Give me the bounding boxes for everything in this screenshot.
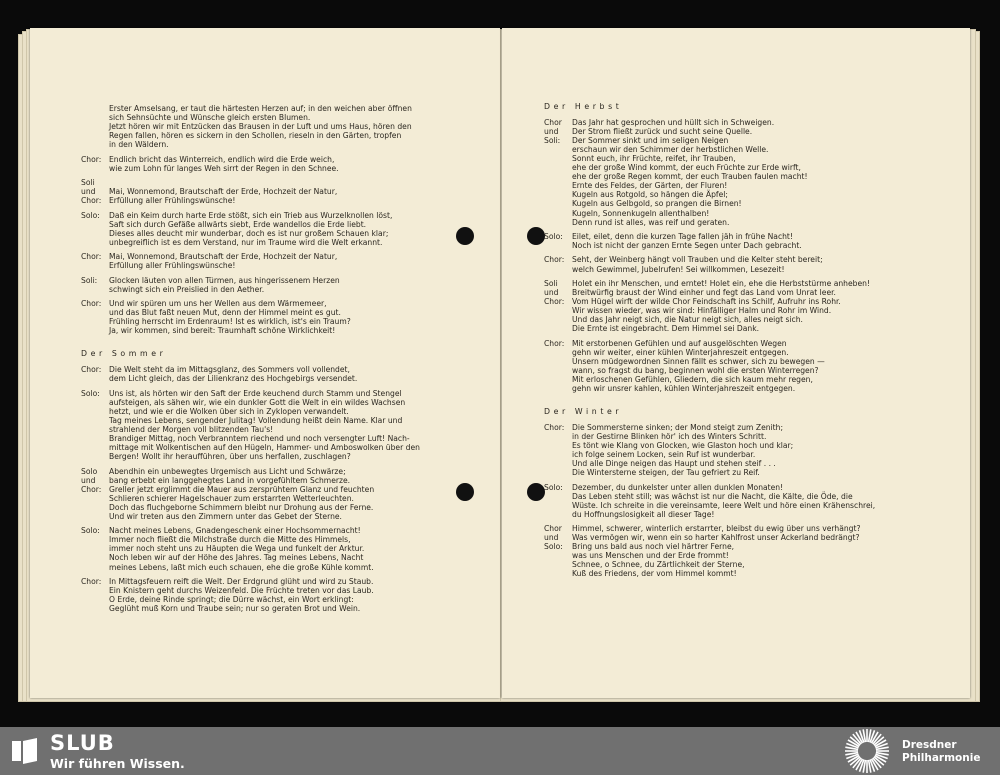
speaker-label bbox=[81, 365, 109, 383]
speaker-label bbox=[544, 255, 572, 273]
section-heading: Der Winter bbox=[544, 406, 623, 416]
verse-line: Eilet, eilet, denn die kurzen Tage fallen jäh in frühe Nacht! bbox=[572, 232, 793, 241]
speaker-label bbox=[544, 483, 572, 519]
verse-line: in der Gestirne Blinken hör' ich des Winters Schritt. bbox=[572, 432, 767, 442]
sun-center bbox=[860, 744, 874, 758]
verse-lines bbox=[109, 365, 357, 383]
section-heading: Der Sommer bbox=[81, 349, 167, 359]
speaker-label bbox=[81, 467, 109, 521]
verse-line: Kugeln aus Rotgold, so hängen die Äpfel; bbox=[572, 190, 728, 200]
speaker-label-line: Chor bbox=[544, 524, 562, 534]
punch-hole bbox=[527, 483, 545, 501]
verse-line: Mit erstorbenen Gefühlen und auf ausgelöschten Wegen bbox=[572, 338, 787, 348]
verse-block bbox=[81, 211, 420, 247]
verse-block bbox=[81, 178, 420, 205]
verse-line: Denn rund ist alles, was reif und geraten. bbox=[572, 217, 730, 227]
verse-line: Kugeln aus Gelbgold, so prangen die Birnen! bbox=[572, 199, 742, 209]
verse-line: Breitwürfig braust der Wind einher und fegt das Land vom Unrat leer. bbox=[572, 288, 836, 298]
verse-block bbox=[81, 252, 420, 270]
verse-line: was uns Menschen und der Erde frommt! bbox=[572, 551, 729, 561]
speaker-label-line: Chor: bbox=[81, 154, 102, 164]
verse-line: Kuß des Friedens, der vom Himmel kommt! bbox=[572, 569, 737, 579]
verse-line: Ein Knistern geht durchs Weizenfeld. Die Früchte treten vor das Laub. bbox=[109, 586, 374, 596]
verse-line: Mai, Wonnemond, Brautschaft der Erde, Hochzeit der Natur, bbox=[109, 252, 338, 262]
verse-line: Seht, der Weinberg hängt voll Trauben und die Kelter steht bereit; bbox=[572, 255, 823, 265]
verse-line: Und das Jahr neigt sich, die Natur neigt sich, alles neigt sich. bbox=[572, 315, 803, 325]
verse-line: Die Ernte ist eingebracht. Dem Himmel sei Dank. bbox=[572, 324, 760, 334]
verse-lines bbox=[572, 423, 793, 477]
punch-hole bbox=[456, 483, 474, 501]
verse-line: strahlend der Morgen voll blitzenden Tau's! bbox=[109, 425, 274, 435]
right-page-text bbox=[544, 88, 875, 584]
verse-line: Brandiger Mittag, noch Verbranntem riechend und noch versengter Luft! Nach- bbox=[109, 434, 410, 444]
verse-block bbox=[81, 526, 420, 571]
verse-line: Mai, Wonnemond, Brautschaft der Erde, Hochzeit der Natur, bbox=[109, 187, 338, 197]
verse-line: Bring uns bald aus noch viel härtrer Ferne, bbox=[572, 542, 735, 552]
verse-line: in den Wäldern. bbox=[109, 140, 169, 150]
verse-line: Schnee, o Schnee, du Zärtlichkeit der Sterne, bbox=[572, 560, 745, 570]
verse-line: Glocken läuten von allen Türmen, aus hingerissenem Herzen bbox=[109, 275, 340, 285]
verse-line: Dezember, du dunkelster unter allen dunklen Monaten! bbox=[572, 482, 784, 492]
speaker-label-line: Solo: bbox=[81, 210, 100, 220]
verse-lines bbox=[109, 155, 339, 173]
verse-line: unbegreiflich ist es dem Verstand, nur im Traume wird die Welt erkannt. bbox=[109, 237, 383, 247]
verse-line: Ja, wir kommen, sind bereit: Traumhaft schöne Wirklichkeit! bbox=[109, 326, 336, 336]
verse-line: Schlieren schierer Hagelschauer zum erstarrten Wetterleuchten. bbox=[109, 493, 354, 503]
verse-line: Jetzt hören wir mit Entzücken das Brausen in der Luft und ums Haus, hören den bbox=[109, 122, 412, 132]
verse-line: Was vermögen wir, wenn ein so harter Kahlfrost unser Ackerland bedrängt? bbox=[572, 533, 860, 543]
verse-line: Holet ein ihr Menschen, und erntet! Holet ein, ehe die Herbststürme anheben! bbox=[572, 278, 871, 288]
verse-line: schwingt sich ein Preislied in den Aether. bbox=[109, 284, 265, 294]
speaker-label-line: Chor: bbox=[544, 297, 565, 307]
verse-line: ehe der große Regen kommt, der euch Trauben faulen macht! bbox=[572, 172, 808, 182]
verse-lines bbox=[572, 483, 875, 519]
verse-line: Wir wissen wieder, was wir sind: Hinfälliger Halm und Rohr im Wind. bbox=[572, 306, 832, 316]
speaker-label-line: und bbox=[81, 187, 96, 197]
verse-lines bbox=[109, 299, 351, 335]
verse-lines bbox=[572, 339, 825, 393]
verse-line: Noch leben wir auf der Höhe des Jahres. Tag meines Lebens, Nacht bbox=[109, 553, 364, 563]
verse-line: Ernte des Feldes, der Gärten, der Fluren! bbox=[572, 181, 728, 191]
speaker-label bbox=[544, 423, 572, 477]
speaker-label-line: und bbox=[81, 475, 96, 485]
verse-line: du Hoffnungslosigkeit all dieser Tage! bbox=[572, 509, 715, 519]
verse-line: gehn wir weiter, einer kühlen Winterjahreszeit entgegen. bbox=[572, 347, 789, 357]
verse-line: und das Blut faßt neuen Mut, denn der Himmel meint es gut. bbox=[109, 308, 341, 318]
verse-lines bbox=[109, 577, 374, 613]
verse-line: Dieses alles deucht mir wunderbar, doch es ist nur großem Schauen klar; bbox=[109, 228, 389, 238]
verse-lines bbox=[109, 526, 374, 571]
verse-block bbox=[81, 155, 420, 173]
verse-line: Die Wintersterne steigen, der Tau gefriert zu Reif. bbox=[572, 468, 760, 478]
right-page bbox=[502, 28, 970, 698]
speaker-label bbox=[81, 276, 109, 294]
verse-line: Unsern müdgewordnen Sinnen fällt es schwer, sich zu bewegen — bbox=[572, 356, 825, 366]
verse-block bbox=[81, 467, 420, 521]
speaker-label-line: und bbox=[544, 288, 559, 298]
speaker-label-line: Soli: bbox=[81, 275, 98, 285]
speaker-label-line: Solo bbox=[81, 466, 98, 476]
verse-line: wie zum Lohn für langes Weh sirrt der Regen in den Schnee. bbox=[109, 163, 339, 173]
verse-block bbox=[544, 255, 875, 273]
speaker-label-line: Chor: bbox=[81, 484, 102, 494]
verse-lines bbox=[109, 389, 420, 461]
speaker-label bbox=[544, 279, 572, 333]
verse-line: Erster Amselsang, er taut die härtesten Herzen auf; in den weichen aber öffnen bbox=[109, 104, 412, 113]
verse-block bbox=[81, 365, 420, 383]
verse-line: bang erbebt ein langgehegtes Land in vorgefühltem Schmerze. bbox=[109, 475, 351, 485]
verse-line: dem Licht gleich, das der Lilienkranz des Hochgebirgs versendet. bbox=[109, 374, 358, 384]
verse-block bbox=[544, 118, 875, 227]
verse-line: Wüste. Ich schreite in die vereinsamte, leere Welt und höre einen Krähenschrei, bbox=[572, 500, 876, 510]
verse-lines bbox=[572, 255, 823, 273]
verse-line bbox=[109, 178, 337, 187]
verse-line: Erfüllung aller Frühlingswünsche! bbox=[109, 261, 236, 271]
speaker-label-line: Solo: bbox=[81, 526, 100, 536]
speaker-label-line: und bbox=[544, 127, 559, 137]
speaker-label-line: Soli bbox=[81, 178, 95, 188]
speaker-label bbox=[544, 339, 572, 393]
verse-line: Himmel, schwerer, winterlich erstarrter, bleibst du ewig über uns verhängt? bbox=[572, 524, 861, 534]
verse-line: sich Sehnsüchte und Wünsche gleich ersten Blumen. bbox=[109, 113, 311, 123]
verse-line: Und wir treten aus den Zimmern unter das Gebet der Sterne. bbox=[109, 511, 342, 521]
verse-line: Der Strom fließt zurück und sucht seine Quelle. bbox=[572, 127, 753, 137]
verse-line: Und alle Dinge neigen das Haupt und stehen steif . . . bbox=[572, 459, 776, 469]
speaker-label-line: Solo: bbox=[544, 482, 563, 492]
speaker-label bbox=[81, 299, 109, 335]
verse-lines bbox=[572, 232, 802, 250]
verse-line: Uns ist, als hörten wir den Saft der Erde keuchend durch Stamm und Stengel bbox=[109, 388, 402, 398]
verse-line: Doch das fluchgeborne Schimmern bleibt nur Drohung aus der Ferne. bbox=[109, 502, 374, 512]
verse-block bbox=[81, 577, 420, 613]
punch-hole bbox=[456, 227, 474, 245]
verse-line: Greller jetzt erglimmt die Mauer aus zersprühtem Glanz und feuchten bbox=[109, 484, 375, 494]
verse-line: Vom Hügel wirft der wilde Chor Feindschaft ins Schilf, Aufruhr ins Rohr. bbox=[572, 297, 841, 307]
verse-line: Noch ist nicht der ganzen Ernte Segen unter Dach gebracht. bbox=[572, 241, 802, 251]
verse-lines bbox=[109, 276, 340, 294]
speaker-label bbox=[81, 577, 109, 613]
verse-line: Die Welt steht da im Mittagsglanz, des Sommers voll vollendet, bbox=[109, 365, 350, 375]
speaker-label-line: Chor: bbox=[544, 255, 565, 265]
verse-block bbox=[544, 524, 875, 578]
verse-line: aufsteigen, als sähen wir, wie ein dunkler Gott die Welt in ein wildes Wachsen bbox=[109, 397, 406, 407]
verse-line: Die Sommersterne sinken; der Mond steigt zum Zenith; bbox=[572, 422, 784, 432]
speaker-label-line: Solo: bbox=[544, 542, 563, 552]
partner-name-line2: Philharmonie bbox=[902, 752, 981, 764]
verse-lines bbox=[109, 211, 392, 247]
verse-line: Kugeln, Sonnenkugeln allenthalben! bbox=[572, 208, 710, 218]
speaker-label-line: und bbox=[544, 533, 559, 543]
speaker-label bbox=[81, 155, 109, 173]
verse-lines bbox=[109, 178, 337, 205]
verse-line: Frühling herrscht im Erdenraum! Ist es wirklich, ist's ein Traum? bbox=[109, 317, 351, 327]
verse-line: Erfüllung aller Frühlingswünsche! bbox=[109, 196, 236, 206]
speaker-label-line: Solo: bbox=[544, 232, 563, 241]
left-page-text bbox=[81, 104, 420, 619]
speaker-label bbox=[81, 526, 109, 571]
speaker-label bbox=[544, 232, 572, 250]
speaker-label bbox=[544, 118, 572, 227]
verse-line: Bergen! Wollt ihr heraufführen, über uns herfallen, zuschlagen? bbox=[109, 452, 351, 462]
speaker-label-line: Chor: bbox=[544, 338, 565, 348]
verse-line: Der Sommer sinkt und im seligen Neigen bbox=[572, 136, 729, 146]
speaker-label bbox=[81, 211, 109, 247]
verse-line: Immer noch fließt die Milchstraße durch die Mitte des Himmels, bbox=[109, 535, 351, 545]
speaker-label-line: Soli: bbox=[544, 136, 561, 146]
speaker-label-line: Chor: bbox=[81, 576, 102, 586]
speaker-label-line: Solo: bbox=[81, 388, 100, 398]
speaker-label bbox=[81, 178, 109, 205]
verse-block bbox=[81, 104, 420, 149]
speaker-label bbox=[81, 389, 109, 461]
verse-line: Endlich bricht das Winterreich, endlich wird die Erde weich, bbox=[109, 154, 335, 164]
verse-line: ehe der große Wind kommt, der euch Früchte zur Erde wirft, bbox=[572, 163, 801, 173]
speaker-label-line: Chor: bbox=[81, 196, 102, 206]
verse-block bbox=[81, 276, 420, 294]
speaker-label bbox=[544, 524, 572, 578]
verse-lines bbox=[109, 104, 412, 149]
verse-block bbox=[81, 299, 420, 335]
philharmonie-sun-logo bbox=[842, 727, 892, 775]
verse-block bbox=[544, 483, 875, 519]
verse-line: O Erde, deine Rinde springt; die Dürre wächst, ein Wort erklingt: bbox=[109, 595, 354, 605]
verse-line: Das Leben steht still; was wächst ist nur die Nacht, die Kälte, die Öde, die bbox=[572, 491, 853, 501]
verse-line: mittage mit Wolkentischen auf den Hügeln, Hammer- und Amboswolken über den bbox=[109, 443, 420, 453]
verse-line: erschaun wir den Schimmer der herbstlichen Welle. bbox=[572, 145, 769, 155]
verse-line: gehn wir unsrer kahlen, kühlen Winterjahreszeit entgegen. bbox=[572, 383, 796, 393]
partner-name-line1: Dresdner bbox=[902, 739, 957, 751]
verse-line: Und wir spüren um uns her Wellen aus dem Wärmemeer, bbox=[109, 299, 327, 309]
verse-line: Es tönt wie Klang von Glocken, wie Glaston hoch und klar; bbox=[572, 441, 794, 451]
speaker-label-line: Chor bbox=[544, 118, 562, 128]
verse-block bbox=[544, 423, 875, 477]
verse-block bbox=[544, 232, 875, 250]
verse-line: wann, so fragst du bang, beginnen wohl die ersten Winterregen? bbox=[572, 365, 819, 375]
verse-lines bbox=[109, 252, 337, 270]
verse-line: immer noch steht uns zu Häupten die Wega und funkelt der Arktur. bbox=[109, 544, 365, 554]
punch-hole bbox=[527, 227, 545, 245]
verse-line: meines Lebens, laßt mich euch schauen, ehe die große Kühle kommt. bbox=[109, 562, 374, 572]
verse-line: hetzt, und wie er die Wolken über sich in Zyklopen verwandelt. bbox=[109, 407, 349, 416]
verse-lines bbox=[572, 118, 808, 227]
verse-line: Das Jahr hat gesprochen und hüllt sich in Schweigen. bbox=[572, 118, 775, 128]
verse-line: Saft sich durch Gefäße allwärts siebt, Erde wandellos die Erde liebt. bbox=[109, 219, 367, 229]
speaker-label-line: Chor: bbox=[81, 299, 102, 309]
verse-line: ich folge seinem Locken, sein Ruf ist wunderbar. bbox=[572, 450, 756, 460]
slub-name: SLUB bbox=[50, 731, 115, 755]
slub-book-icon bbox=[12, 738, 38, 764]
section-heading: Der Herbst bbox=[544, 102, 623, 111]
verse-line: Daß ein Keim durch harte Erde stößt, sich ein Trieb aus Wurzelknollen löst, bbox=[109, 210, 393, 220]
verse-block bbox=[81, 389, 420, 461]
speaker-label bbox=[81, 104, 109, 149]
verse-line: Mit erloschenen Gefühlen, Gliedern, die sich kaum mehr regen, bbox=[572, 374, 813, 384]
slub-tagline: Wir führen Wissen. bbox=[50, 756, 185, 771]
verse-block bbox=[544, 339, 875, 393]
verse-line: In Mittagsfeuern reift die Welt. Der Erdgrund glüht und wird zu Staub. bbox=[109, 576, 374, 586]
verse-line: Tag meines Lebens, sengender Julitag! Vollendung heißt dein Name. Klar und bbox=[109, 416, 403, 426]
verse-block bbox=[544, 279, 875, 333]
speaker-label-line: Chor: bbox=[81, 365, 102, 375]
speaker-label-line: Chor: bbox=[544, 422, 565, 432]
verse-lines bbox=[572, 279, 870, 333]
speaker-label bbox=[81, 252, 109, 270]
verse-line: Geglüht muß Korn und Traube sein; nur so geraten Brot und Wein. bbox=[109, 604, 361, 614]
verse-line: Abendhin ein unbewegtes Urgemisch aus Licht und Schwärze; bbox=[109, 466, 346, 476]
verse-line: Nacht meines Lebens, Gnadengeschenk einer Hochsommernacht! bbox=[109, 526, 361, 536]
verse-line: Sonnt euch, ihr Früchte, reifet, ihr Trauben, bbox=[572, 154, 736, 164]
left-page bbox=[30, 28, 500, 698]
verse-line: welch Gewimmel, Jubelrufen! Sei willkommen, Lesezeit! bbox=[572, 264, 785, 274]
verse-line: Regen fallen, hören es sickern in den Schollen, rieseln in den Gärten, tropfen bbox=[109, 131, 402, 141]
verse-lines bbox=[572, 524, 861, 578]
speaker-label-line: Soli bbox=[544, 278, 558, 288]
verse-lines bbox=[109, 467, 374, 521]
speaker-label-line: Chor: bbox=[81, 252, 102, 262]
